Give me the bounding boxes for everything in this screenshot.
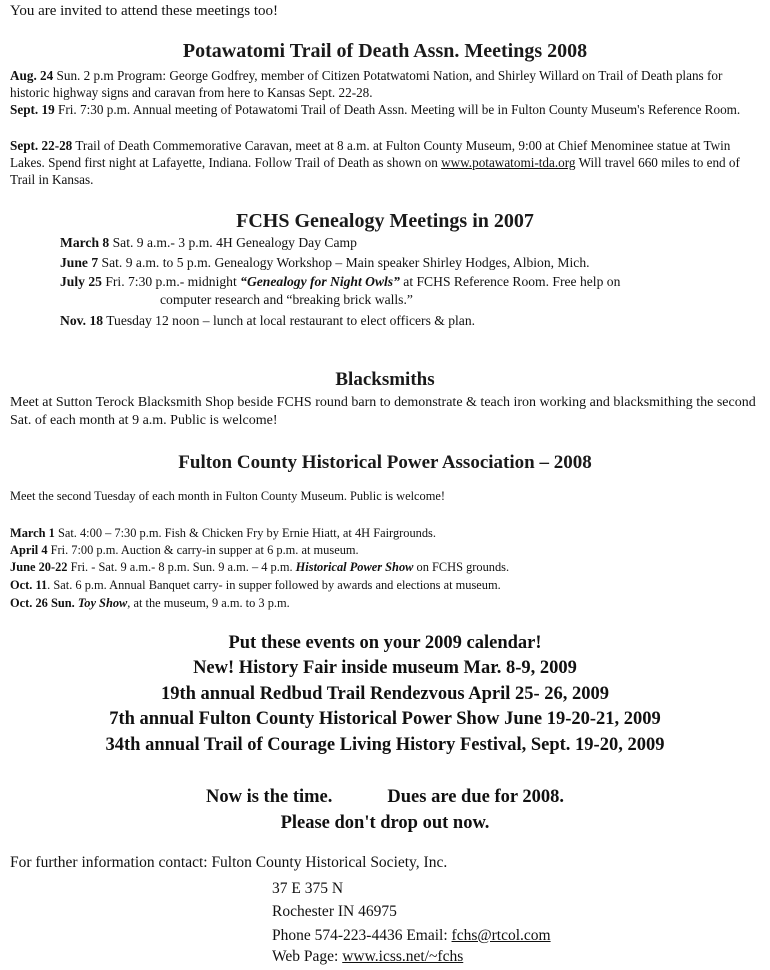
entry-emphasis: “Genealogy for Night Owls” xyxy=(240,274,400,289)
dues-now-text: Now is the time. xyxy=(205,787,333,807)
event-tail: on FCHS grounds. xyxy=(413,560,510,574)
calendar-item: New! History Fair inside museum Mar. 8-9, 2009 xyxy=(193,658,577,678)
calendar-item: 34th annual Trail of Courage Living History Festival, Sept. 19-20, 2009 xyxy=(105,735,665,755)
power-event xyxy=(10,577,501,593)
event-text: Fri. 7:00 p.m. Auction & carry-in supper at 6 p.m. at museum. xyxy=(47,543,359,557)
power-intro: Meet the second Tuesday of each month in Fulton County Museum. Public is welcome! xyxy=(10,489,446,503)
fchs-entry xyxy=(60,234,760,252)
calendar-item: 19th annual Redbud Trail Rendezvous April 25- 26, 2009 xyxy=(160,684,610,704)
power-heading: Fulton County Historical Power Association – 2008 xyxy=(178,452,592,473)
power-event xyxy=(10,542,359,558)
potawatomi-entry xyxy=(10,137,765,188)
event-tail: , at the museum, 9 a.m. to 3 p.m. xyxy=(127,596,290,610)
calendar-item: 7th annual Fulton County Historical Power Show June 19-20-21, 2009 xyxy=(109,709,661,729)
contact-email-link[interactable]: fchs@rtcol.com xyxy=(451,927,551,944)
fchs-entry xyxy=(60,273,760,309)
calendar-heading: Put these events on your 2009 calendar! xyxy=(228,633,542,653)
blacksmiths-heading: Blacksmiths xyxy=(335,369,435,390)
event-text: . Sat. 6 p.m. Annual Banquet carry- in supper followed by awards and elections at museum. xyxy=(47,578,501,592)
event-date: Oct. 26 Sun. xyxy=(10,596,75,610)
event-emphasis: Historical Power Show xyxy=(295,560,414,574)
entry-date: July 25 xyxy=(60,274,102,289)
contact-address-line2: Rochester IN 46975 xyxy=(272,903,397,920)
entry-text: Fri. 7:30 p.m. Annual meeting of Potawatomi Trail of Death Assn. Meeting will be in Fulton County Museum's Reference Room. xyxy=(54,102,741,117)
event-date: Oct. 11 xyxy=(10,578,48,592)
potawatomi-heading: Potawatomi Trail of Death Assn. Meetings 2008 xyxy=(182,40,588,62)
power-event xyxy=(10,525,436,541)
entry-tail: Will travel 660 miles to end of Trail in Kansas. xyxy=(10,155,740,187)
power-event xyxy=(10,559,509,575)
entry-text: Tuesday 12 noon – lunch at local restaurant to elect officers & plan. xyxy=(103,313,476,328)
event-emphasis: Toy Show xyxy=(77,596,128,610)
dues-due-text: Dues are due for 2008. xyxy=(387,787,564,807)
fchs-entry xyxy=(60,254,760,272)
entry-text: Sat. 9 a.m. to 5 p.m. Genealogy Workshop – Main speaker Shirley Hodges, Albion, Mich. xyxy=(98,255,590,270)
entry-date: Aug. 24 xyxy=(10,68,54,83)
event-date: March 1 xyxy=(10,526,55,540)
entry-date: Sept. 22-28 xyxy=(10,138,73,153)
event-text: Sat. 4:00 – 7:30 p.m. Fish & Chicken Fry by Ernie Hiatt, at 4H Fairgrounds. xyxy=(54,526,436,540)
contact-phone-email xyxy=(272,927,551,945)
potawatomi-entry xyxy=(10,67,765,101)
entry-date: Nov. 18 xyxy=(60,313,104,328)
entry-text: Sun. 2 p.m Program: George Godfrey, member of Citizen Potatwatomi Nation, and Shirley Willard on Trail of Death plans for historic highway signs and caravan from here to Kansas Sept. 22-28. xyxy=(10,68,723,100)
fchs-entry xyxy=(60,312,760,330)
contact-label: For further information contact: Fulton County Historical Society, Inc. xyxy=(10,854,448,871)
contact-web xyxy=(272,948,463,966)
entry-text: Sat. 9 a.m.- 3 p.m. 4H Genealogy Day Camp xyxy=(109,235,357,250)
contact-address-line1: 37 E 375 N xyxy=(272,880,344,897)
fchs-heading: FCHS Genealogy Meetings in 2007 xyxy=(236,210,534,232)
event-text: Fri. - Sat. 9 a.m.- 8 p.m. Sun. 9 a.m. – 4 p.m. xyxy=(67,560,296,574)
intro-text: You are invited to attend these meetings too! xyxy=(10,3,279,19)
dues-notice xyxy=(0,787,770,808)
blacksmiths-body: Meet at Sutton Terock Blacksmith Shop beside FCHS round barn to demonstrate & teach iron working and blacksmithing the second Sat. of each month at 9 a.m. Public is welcome! xyxy=(10,395,756,428)
contact-web-link[interactable]: www.icss.net/~fchs xyxy=(342,948,464,965)
event-date: April 4 xyxy=(10,543,48,557)
entry-continuation: computer research and “breaking brick walls.” xyxy=(160,292,413,307)
power-event xyxy=(10,595,290,611)
entry-text: Fri. 7:30 p.m.- midnight xyxy=(101,274,241,289)
potawatomi-entry xyxy=(10,101,765,118)
entry-date: March 8 xyxy=(60,235,110,250)
event-date: June 20-22 xyxy=(10,560,68,574)
potawatomi-website-link[interactable]: www.potawatomi-tda.org xyxy=(441,155,576,170)
contact-web-label: Web Page: xyxy=(272,948,343,965)
entry-date: Sept. 19 xyxy=(10,102,55,117)
entry-date: June 7 xyxy=(60,255,99,270)
contact-phone: Phone 574-223-4436 Email: xyxy=(272,927,452,944)
entry-text: Trail of Death Commemorative Caravan, meet at 8 a.m. at Fulton County Museum, 9:00 at Chief Menominee statue at Twin Lakes. Spend first night at Lafayette, Indiana. Follow Trail of Death as shown on xyxy=(10,138,731,170)
entry-tail: at FCHS Reference Room. Free help on xyxy=(399,274,621,289)
dues-plea: Please don't drop out now. xyxy=(280,813,490,833)
